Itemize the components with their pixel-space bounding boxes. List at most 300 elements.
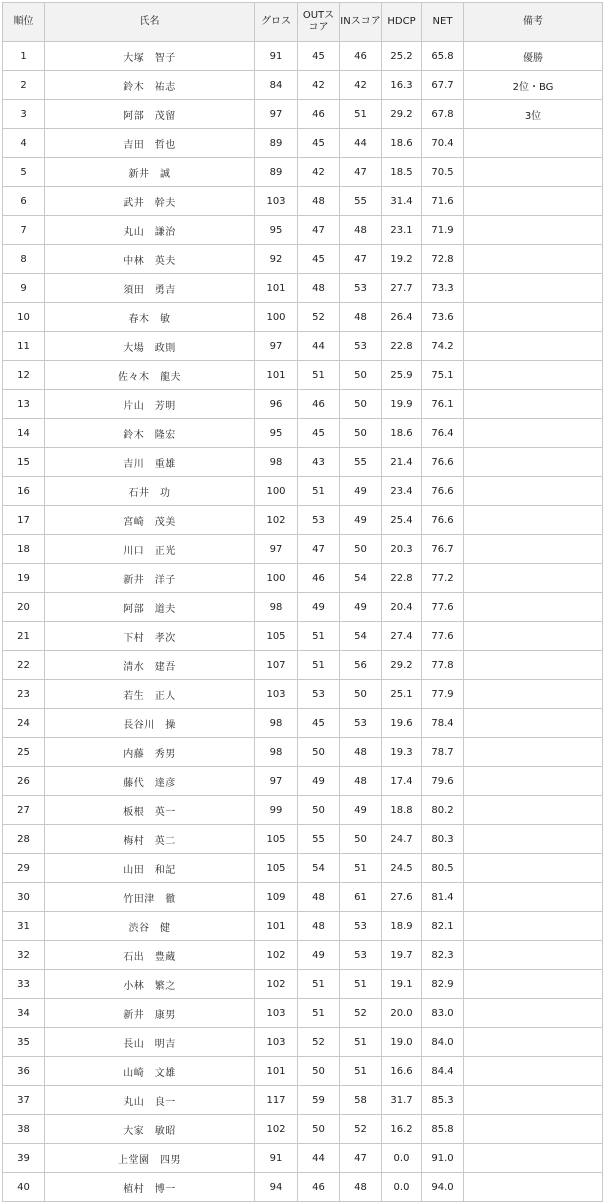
cell-note (464, 158, 603, 187)
cell-out: 43 (298, 448, 340, 477)
cell-in: 50 (340, 390, 382, 419)
cell-note: 2位・BG (464, 71, 603, 100)
table-row (3, 361, 603, 390)
cell-out: 42 (298, 158, 340, 187)
cell-hdcp: 29.2 (382, 651, 422, 680)
cell-rank: 5 (3, 158, 45, 187)
cell-rank: 14 (3, 419, 45, 448)
cell-net: 80.3 (422, 825, 464, 854)
cell-out: 51 (298, 970, 340, 999)
table-row (3, 767, 603, 796)
cell-rank: 36 (3, 1057, 45, 1086)
table-row (3, 448, 603, 477)
cell-in: 50 (340, 680, 382, 709)
cell-in: 51 (340, 970, 382, 999)
table-row (3, 390, 603, 419)
cell-out: 44 (298, 1144, 340, 1173)
cell-name: 梅村 英二 (45, 825, 255, 854)
cell-note (464, 419, 603, 448)
cell-hdcp: 22.8 (382, 564, 422, 593)
cell-name: 板根 英一 (45, 796, 255, 825)
cell-rank: 35 (3, 1028, 45, 1057)
table-row (3, 419, 603, 448)
cell-gross: 99 (255, 796, 298, 825)
cell-name: 春木 敏 (45, 303, 255, 332)
cell-name: 内藤 秀男 (45, 738, 255, 767)
cell-rank: 4 (3, 129, 45, 158)
cell-gross: 97 (255, 535, 298, 564)
cell-hdcp: 19.1 (382, 970, 422, 999)
cell-gross: 98 (255, 448, 298, 477)
cell-gross: 102 (255, 970, 298, 999)
cell-note (464, 1115, 603, 1144)
results-body (3, 42, 603, 1202)
cell-gross: 103 (255, 1028, 298, 1057)
table-row (3, 970, 603, 999)
cell-gross: 102 (255, 1115, 298, 1144)
cell-gross: 102 (255, 941, 298, 970)
cell-out: 45 (298, 129, 340, 158)
cell-name: 阿部 茂留 (45, 100, 255, 129)
cell-in: 47 (340, 1144, 382, 1173)
cell-out: 50 (298, 1115, 340, 1144)
cell-out: 47 (298, 535, 340, 564)
cell-net: 76.6 (422, 506, 464, 535)
cell-rank: 37 (3, 1086, 45, 1115)
cell-rank: 11 (3, 332, 45, 361)
cell-name: 丸山 謙治 (45, 216, 255, 245)
cell-gross: 101 (255, 912, 298, 941)
header-hdcp: HDCP (382, 3, 422, 42)
cell-gross: 89 (255, 158, 298, 187)
table-row (3, 738, 603, 767)
cell-rank: 21 (3, 622, 45, 651)
table-row (3, 1144, 603, 1173)
cell-in: 49 (340, 593, 382, 622)
cell-net: 85.8 (422, 1115, 464, 1144)
cell-hdcp: 18.9 (382, 912, 422, 941)
cell-name: 山田 和記 (45, 854, 255, 883)
cell-gross: 98 (255, 738, 298, 767)
cell-gross: 105 (255, 854, 298, 883)
cell-note (464, 1028, 603, 1057)
table-row (3, 912, 603, 941)
cell-out: 50 (298, 738, 340, 767)
cell-out: 48 (298, 187, 340, 216)
cell-net: 70.4 (422, 129, 464, 158)
cell-in: 48 (340, 767, 382, 796)
cell-in: 50 (340, 825, 382, 854)
cell-hdcp: 23.4 (382, 477, 422, 506)
cell-in: 42 (340, 71, 382, 100)
cell-rank: 6 (3, 187, 45, 216)
cell-net: 77.6 (422, 622, 464, 651)
cell-out: 50 (298, 1057, 340, 1086)
cell-gross: 98 (255, 709, 298, 738)
cell-net: 65.8 (422, 42, 464, 71)
cell-rank: 34 (3, 999, 45, 1028)
cell-net: 84.0 (422, 1028, 464, 1057)
cell-rank: 27 (3, 796, 45, 825)
cell-rank: 26 (3, 767, 45, 796)
cell-note (464, 332, 603, 361)
cell-note (464, 883, 603, 912)
table-row (3, 709, 603, 738)
cell-rank: 16 (3, 477, 45, 506)
table-row (3, 651, 603, 680)
cell-hdcp: 20.0 (382, 999, 422, 1028)
cell-out: 42 (298, 71, 340, 100)
cell-out: 55 (298, 825, 340, 854)
header-rank: 順位 (3, 3, 45, 42)
cell-hdcp: 16.3 (382, 71, 422, 100)
cell-net: 80.2 (422, 796, 464, 825)
cell-hdcp: 25.9 (382, 361, 422, 390)
header-out: OUTスコア (298, 3, 340, 42)
cell-in: 48 (340, 738, 382, 767)
cell-net: 78.7 (422, 738, 464, 767)
cell-net: 82.1 (422, 912, 464, 941)
results-table (2, 2, 603, 1202)
header-row (3, 3, 603, 42)
cell-out: 49 (298, 593, 340, 622)
cell-out: 51 (298, 622, 340, 651)
cell-rank: 12 (3, 361, 45, 390)
cell-in: 53 (340, 709, 382, 738)
table-row (3, 506, 603, 535)
cell-out: 45 (298, 245, 340, 274)
cell-hdcp: 25.4 (382, 506, 422, 535)
cell-hdcp: 27.7 (382, 274, 422, 303)
cell-net: 84.4 (422, 1057, 464, 1086)
table-row (3, 680, 603, 709)
cell-rank: 31 (3, 912, 45, 941)
cell-rank: 19 (3, 564, 45, 593)
cell-out: 51 (298, 999, 340, 1028)
cell-net: 73.3 (422, 274, 464, 303)
cell-out: 46 (298, 564, 340, 593)
cell-name: 竹田津 徹 (45, 883, 255, 912)
header-note: 備考 (464, 3, 603, 42)
cell-name: 川口 正光 (45, 535, 255, 564)
cell-in: 52 (340, 999, 382, 1028)
cell-net: 70.5 (422, 158, 464, 187)
cell-hdcp: 19.3 (382, 738, 422, 767)
cell-name: 小林 繁之 (45, 970, 255, 999)
cell-hdcp: 27.4 (382, 622, 422, 651)
cell-hdcp: 19.0 (382, 1028, 422, 1057)
cell-gross: 109 (255, 883, 298, 912)
cell-note (464, 593, 603, 622)
cell-note (464, 535, 603, 564)
cell-gross: 95 (255, 216, 298, 245)
cell-rank: 39 (3, 1144, 45, 1173)
cell-in: 50 (340, 361, 382, 390)
header-in: INスコア (340, 3, 382, 42)
cell-note (464, 1057, 603, 1086)
cell-note (464, 941, 603, 970)
cell-note (464, 999, 603, 1028)
cell-net: 74.2 (422, 332, 464, 361)
cell-name: 山崎 文雄 (45, 1057, 255, 1086)
cell-note (464, 767, 603, 796)
cell-rank: 30 (3, 883, 45, 912)
cell-in: 56 (340, 651, 382, 680)
cell-rank: 28 (3, 825, 45, 854)
cell-note (464, 245, 603, 274)
cell-hdcp: 18.5 (382, 158, 422, 187)
cell-net: 85.3 (422, 1086, 464, 1115)
table-row (3, 593, 603, 622)
table-row (3, 854, 603, 883)
cell-out: 49 (298, 941, 340, 970)
cell-hdcp: 19.2 (382, 245, 422, 274)
header-gross: グロス (255, 3, 298, 42)
header-name: 氏名 (45, 3, 255, 42)
cell-hdcp: 24.7 (382, 825, 422, 854)
cell-out: 52 (298, 303, 340, 332)
cell-out: 45 (298, 709, 340, 738)
cell-hdcp: 16.6 (382, 1057, 422, 1086)
cell-name: 佐々木 龍夫 (45, 361, 255, 390)
cell-out: 45 (298, 419, 340, 448)
cell-rank: 7 (3, 216, 45, 245)
cell-gross: 100 (255, 303, 298, 332)
table-row (3, 1028, 603, 1057)
cell-note (464, 970, 603, 999)
cell-net: 72.8 (422, 245, 464, 274)
cell-out: 46 (298, 100, 340, 129)
cell-in: 55 (340, 187, 382, 216)
cell-rank: 24 (3, 709, 45, 738)
cell-in: 51 (340, 100, 382, 129)
cell-gross: 107 (255, 651, 298, 680)
cell-note (464, 303, 603, 332)
cell-out: 47 (298, 216, 340, 245)
cell-rank: 3 (3, 100, 45, 129)
cell-net: 81.4 (422, 883, 464, 912)
cell-hdcp: 25.2 (382, 42, 422, 71)
cell-in: 52 (340, 1115, 382, 1144)
cell-rank: 32 (3, 941, 45, 970)
cell-name: 吉川 重雄 (45, 448, 255, 477)
table-row (3, 216, 603, 245)
table-row (3, 332, 603, 361)
cell-net: 77.6 (422, 593, 464, 622)
cell-rank: 10 (3, 303, 45, 332)
cell-out: 59 (298, 1086, 340, 1115)
table-row (3, 825, 603, 854)
cell-note (464, 274, 603, 303)
cell-note (464, 361, 603, 390)
cell-hdcp: 18.6 (382, 419, 422, 448)
cell-name: 藤代 達彦 (45, 767, 255, 796)
cell-gross: 101 (255, 274, 298, 303)
cell-out: 48 (298, 912, 340, 941)
cell-net: 76.6 (422, 477, 464, 506)
table-row (3, 999, 603, 1028)
cell-net: 77.9 (422, 680, 464, 709)
cell-net: 67.7 (422, 71, 464, 100)
cell-gross: 97 (255, 332, 298, 361)
cell-name: 新井 康男 (45, 999, 255, 1028)
cell-in: 44 (340, 129, 382, 158)
cell-note (464, 129, 603, 158)
cell-note (464, 477, 603, 506)
cell-gross: 91 (255, 1144, 298, 1173)
cell-rank: 18 (3, 535, 45, 564)
cell-note: 優勝 (464, 42, 603, 71)
cell-net: 82.9 (422, 970, 464, 999)
cell-hdcp: 19.7 (382, 941, 422, 970)
cell-gross: 97 (255, 100, 298, 129)
cell-out: 46 (298, 390, 340, 419)
cell-note (464, 825, 603, 854)
header-net: NET (422, 3, 464, 42)
cell-hdcp: 20.3 (382, 535, 422, 564)
cell-in: 55 (340, 448, 382, 477)
cell-gross: 101 (255, 1057, 298, 1086)
cell-in: 50 (340, 419, 382, 448)
cell-rank: 33 (3, 970, 45, 999)
cell-gross: 103 (255, 680, 298, 709)
cell-out: 44 (298, 332, 340, 361)
cell-rank: 13 (3, 390, 45, 419)
cell-rank: 9 (3, 274, 45, 303)
cell-note (464, 738, 603, 767)
cell-gross: 94 (255, 1173, 298, 1202)
cell-in: 46 (340, 42, 382, 71)
cell-rank: 25 (3, 738, 45, 767)
cell-name: 植村 博一 (45, 1173, 255, 1202)
cell-in: 48 (340, 216, 382, 245)
cell-gross: 98 (255, 593, 298, 622)
cell-in: 54 (340, 622, 382, 651)
cell-gross: 96 (255, 390, 298, 419)
cell-in: 50 (340, 535, 382, 564)
cell-rank: 29 (3, 854, 45, 883)
cell-note (464, 1173, 603, 1202)
cell-note (464, 564, 603, 593)
cell-out: 51 (298, 361, 340, 390)
cell-hdcp: 25.1 (382, 680, 422, 709)
cell-gross: 101 (255, 361, 298, 390)
cell-out: 48 (298, 274, 340, 303)
cell-name: 上堂園 四男 (45, 1144, 255, 1173)
cell-in: 47 (340, 245, 382, 274)
cell-note (464, 187, 603, 216)
cell-note (464, 1086, 603, 1115)
cell-net: 73.6 (422, 303, 464, 332)
cell-rank: 20 (3, 593, 45, 622)
cell-net: 75.1 (422, 361, 464, 390)
cell-name: 丸山 良一 (45, 1086, 255, 1115)
cell-gross: 91 (255, 42, 298, 71)
cell-in: 51 (340, 1057, 382, 1086)
cell-out: 45 (298, 42, 340, 71)
cell-hdcp: 0.0 (382, 1173, 422, 1202)
table-row (3, 477, 603, 506)
cell-name: 須田 勇吉 (45, 274, 255, 303)
cell-hdcp: 19.9 (382, 390, 422, 419)
cell-rank: 38 (3, 1115, 45, 1144)
cell-hdcp: 23.1 (382, 216, 422, 245)
cell-hdcp: 17.4 (382, 767, 422, 796)
cell-name: 武井 幹夫 (45, 187, 255, 216)
cell-hdcp: 21.4 (382, 448, 422, 477)
cell-hdcp: 19.6 (382, 709, 422, 738)
cell-gross: 97 (255, 767, 298, 796)
cell-gross: 92 (255, 245, 298, 274)
cell-hdcp: 26.4 (382, 303, 422, 332)
cell-gross: 105 (255, 825, 298, 854)
cell-out: 54 (298, 854, 340, 883)
cell-net: 83.0 (422, 999, 464, 1028)
cell-gross: 105 (255, 622, 298, 651)
cell-gross: 103 (255, 187, 298, 216)
cell-net: 67.8 (422, 100, 464, 129)
table-row (3, 71, 603, 100)
cell-name: 長谷川 操 (45, 709, 255, 738)
cell-name: 中林 英夫 (45, 245, 255, 274)
cell-note (464, 622, 603, 651)
cell-rank: 15 (3, 448, 45, 477)
cell-net: 77.8 (422, 651, 464, 680)
cell-name: 片山 芳明 (45, 390, 255, 419)
cell-name: 大場 政則 (45, 332, 255, 361)
cell-net: 76.1 (422, 390, 464, 419)
cell-net: 76.4 (422, 419, 464, 448)
cell-in: 53 (340, 274, 382, 303)
table-row (3, 883, 603, 912)
cell-name: 鈴木 隆宏 (45, 419, 255, 448)
cell-in: 54 (340, 564, 382, 593)
cell-gross: 95 (255, 419, 298, 448)
cell-net: 79.6 (422, 767, 464, 796)
cell-gross: 102 (255, 506, 298, 535)
cell-net: 80.5 (422, 854, 464, 883)
table-row (3, 245, 603, 274)
cell-gross: 100 (255, 477, 298, 506)
cell-in: 53 (340, 941, 382, 970)
table-row (3, 1173, 603, 1202)
table-row (3, 42, 603, 71)
cell-hdcp: 24.5 (382, 854, 422, 883)
cell-rank: 23 (3, 680, 45, 709)
cell-hdcp: 18.6 (382, 129, 422, 158)
cell-out: 50 (298, 796, 340, 825)
cell-note (464, 796, 603, 825)
cell-hdcp: 16.2 (382, 1115, 422, 1144)
cell-net: 77.2 (422, 564, 464, 593)
cell-hdcp: 29.2 (382, 100, 422, 129)
cell-hdcp: 0.0 (382, 1144, 422, 1173)
cell-rank: 17 (3, 506, 45, 535)
cell-out: 51 (298, 477, 340, 506)
cell-note (464, 506, 603, 535)
cell-in: 49 (340, 796, 382, 825)
table-row (3, 187, 603, 216)
cell-net: 76.7 (422, 535, 464, 564)
cell-out: 49 (298, 767, 340, 796)
cell-name: 渋谷 健 (45, 912, 255, 941)
cell-in: 48 (340, 1173, 382, 1202)
cell-net: 76.6 (422, 448, 464, 477)
cell-gross: 100 (255, 564, 298, 593)
cell-in: 48 (340, 303, 382, 332)
cell-in: 47 (340, 158, 382, 187)
cell-net: 94.0 (422, 1173, 464, 1202)
